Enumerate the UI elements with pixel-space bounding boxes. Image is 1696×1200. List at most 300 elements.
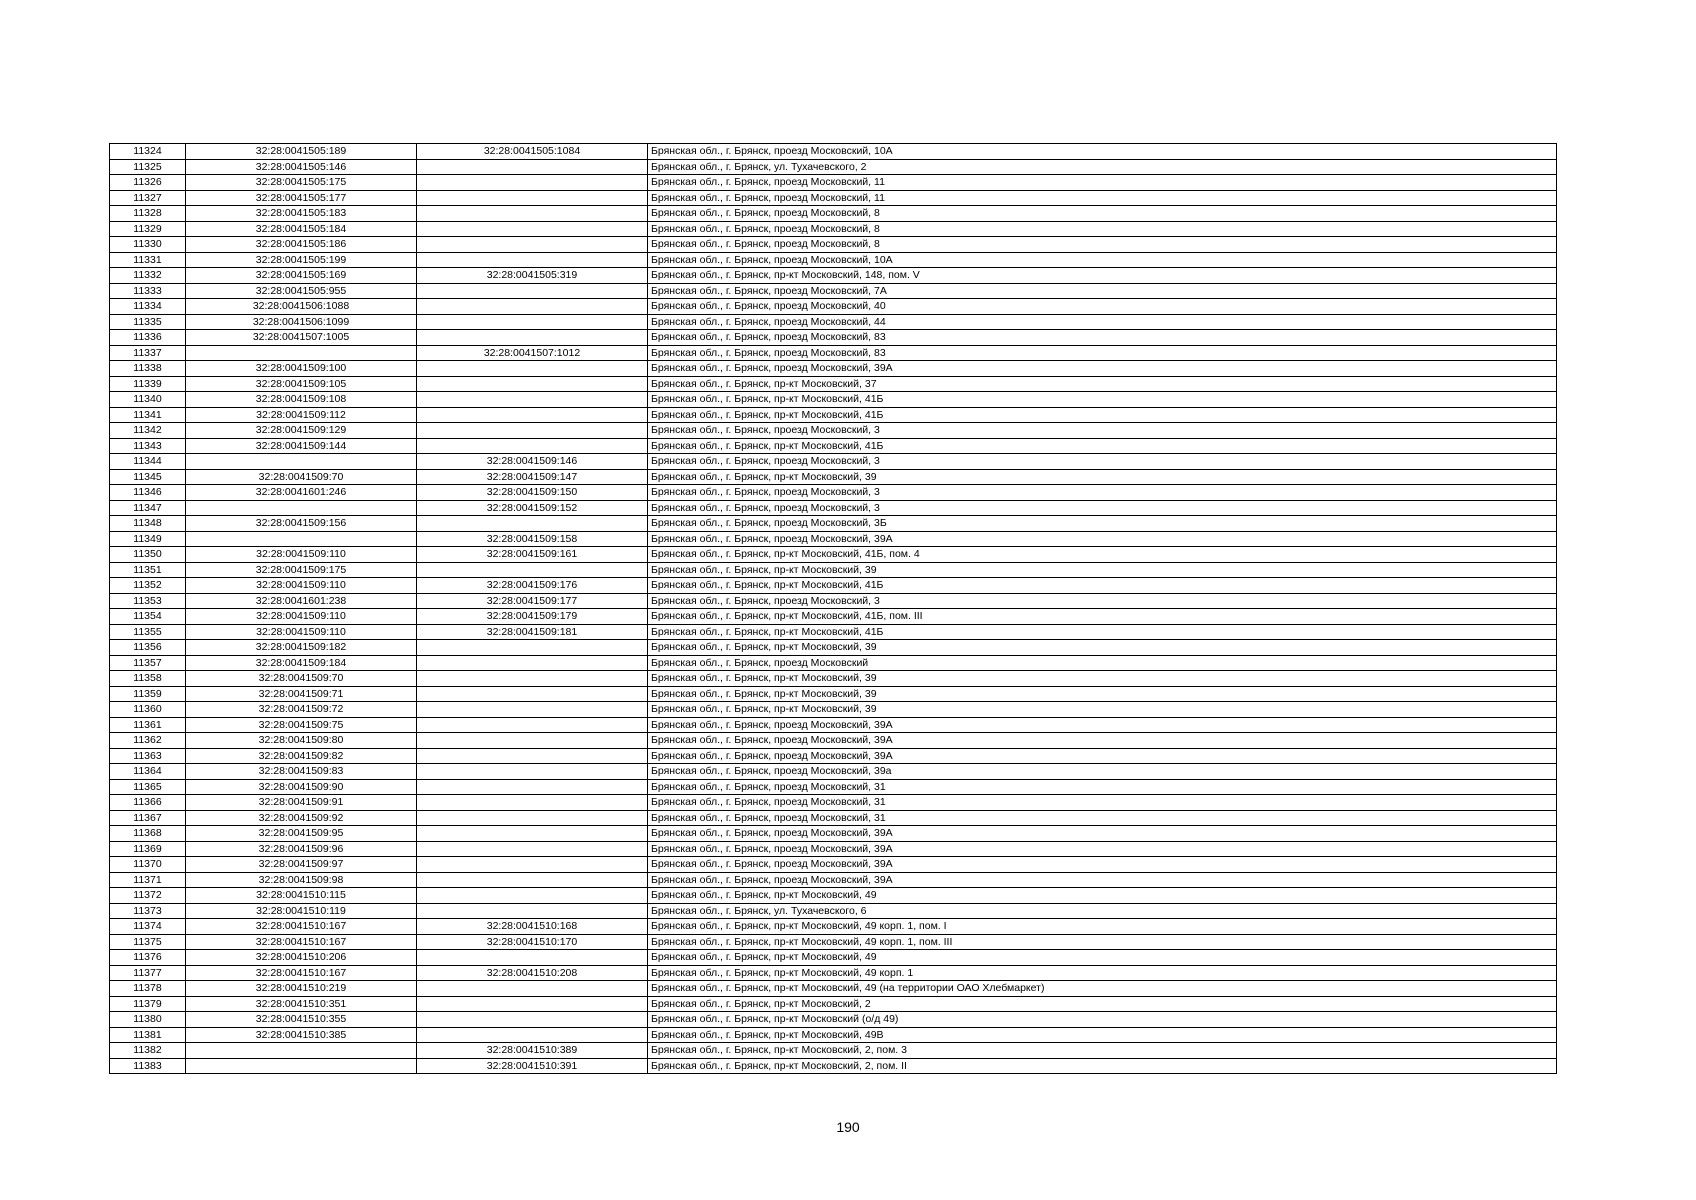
parcel-number-cell: 32:28:0041509:91	[186, 795, 417, 811]
row-number-cell: 11358	[110, 671, 186, 687]
object-number-cell: 32:28:0041505:319	[417, 268, 648, 284]
row-number-cell: 11354	[110, 609, 186, 625]
parcel-number-cell: 32:28:0041509:175	[186, 562, 417, 578]
parcel-number-cell: 32:28:0041509:184	[186, 655, 417, 671]
object-number-cell	[417, 950, 648, 966]
row-number-cell: 11376	[110, 950, 186, 966]
row-number-cell: 11328	[110, 206, 186, 222]
object-number-cell	[417, 702, 648, 718]
table-row	[110, 779, 1557, 795]
object-number-cell	[417, 826, 648, 842]
parcel-number-cell: 32:28:0041509:75	[186, 717, 417, 733]
object-number-cell	[417, 733, 648, 749]
parcel-number-cell: 32:28:0041505:955	[186, 283, 417, 299]
table-row	[110, 965, 1557, 981]
row-number-cell: 11373	[110, 903, 186, 919]
table-row	[110, 500, 1557, 516]
address-cell: Брянская обл., г. Брянск, пр-кт Московский, 49 корп. 1, пом. III	[648, 934, 1557, 950]
parcel-number-cell: 32:28:0041510:115	[186, 888, 417, 904]
parcel-number-cell: 32:28:0041509:110	[186, 578, 417, 594]
table-row	[110, 516, 1557, 532]
table-row	[110, 1058, 1557, 1074]
parcel-number-cell: 32:28:0041505:177	[186, 190, 417, 206]
address-cell: Брянская обл., г. Брянск, пр-кт Московский, 2, пом. II	[648, 1058, 1557, 1074]
address-cell: Брянская обл., г. Брянск, пр-кт Московский, 49 (на территории ОАО Хлебмаркет)	[648, 981, 1557, 997]
row-number-cell: 11383	[110, 1058, 186, 1074]
parcel-number-cell: 32:28:0041509:105	[186, 376, 417, 392]
table-row	[110, 624, 1557, 640]
parcel-number-cell: 32:28:0041509:83	[186, 764, 417, 780]
address-cell: Брянская обл., г. Брянск, пр-кт Московский, 41Б, пом. 4	[648, 547, 1557, 563]
object-number-cell	[417, 810, 648, 826]
object-number-cell: 32:28:0041507:1012	[417, 345, 648, 361]
object-number-cell	[417, 655, 648, 671]
object-number-cell	[417, 981, 648, 997]
table-row	[110, 175, 1557, 191]
object-number-cell	[417, 376, 648, 392]
address-cell: Брянская обл., г. Брянск, пр-кт Московский, 49 корп. 1	[648, 965, 1557, 981]
address-cell: Брянская обл., г. Брянск, проезд Московский, 39А	[648, 531, 1557, 547]
address-cell: Брянская обл., г. Брянск, пр-кт Московский, 41Б	[648, 392, 1557, 408]
object-number-cell	[417, 764, 648, 780]
table-row	[110, 1012, 1557, 1028]
parcel-number-cell: 32:28:0041510:206	[186, 950, 417, 966]
address-cell: Брянская обл., г. Брянск, проезд Московский, 83	[648, 345, 1557, 361]
parcel-number-cell: 32:28:0041509:92	[186, 810, 417, 826]
table-row	[110, 795, 1557, 811]
object-number-cell: 32:28:0041510:389	[417, 1043, 648, 1059]
object-number-cell	[417, 795, 648, 811]
row-number-cell: 11337	[110, 345, 186, 361]
table-row	[110, 454, 1557, 470]
table-row	[110, 748, 1557, 764]
parcel-number-cell: 32:28:0041506:1088	[186, 299, 417, 315]
table-row	[110, 841, 1557, 857]
parcel-number-cell: 32:28:0041509:95	[186, 826, 417, 842]
object-number-cell	[417, 717, 648, 733]
row-number-cell: 11372	[110, 888, 186, 904]
parcel-number-cell: 32:28:0041505:175	[186, 175, 417, 191]
address-cell: Брянская обл., г. Брянск, пр-кт Московский, 39	[648, 469, 1557, 485]
object-number-cell: 32:28:0041509:161	[417, 547, 648, 563]
table-row	[110, 206, 1557, 222]
object-number-cell	[417, 330, 648, 346]
row-number-cell: 11370	[110, 857, 186, 873]
table-row	[110, 376, 1557, 392]
table-row	[110, 392, 1557, 408]
table-row	[110, 996, 1557, 1012]
table-row	[110, 671, 1557, 687]
address-cell: Брянская обл., г. Брянск, пр-кт Московский, 39	[648, 562, 1557, 578]
parcel-number-cell: 32:28:0041509:98	[186, 872, 417, 888]
table-row	[110, 733, 1557, 749]
parcel-number-cell: 32:28:0041509:70	[186, 671, 417, 687]
table-row	[110, 950, 1557, 966]
object-number-cell: 32:28:0041509:177	[417, 593, 648, 609]
table-row	[110, 655, 1557, 671]
table-row	[110, 593, 1557, 609]
address-cell: Брянская обл., г. Брянск, проезд Московский, 11	[648, 175, 1557, 191]
parcel-number-cell: 32:28:0041506:1099	[186, 314, 417, 330]
address-cell: Брянская обл., г. Брянск, проезд Московский	[648, 655, 1557, 671]
object-number-cell	[417, 159, 648, 175]
address-cell: Брянская обл., г. Брянск, проезд Московский, 8	[648, 221, 1557, 237]
address-cell: Брянская обл., г. Брянск, проезд Московский, 39А	[648, 857, 1557, 873]
address-cell: Брянская обл., г. Брянск, проезд Московский, 3	[648, 423, 1557, 439]
parcel-number-cell: 32:28:0041505:183	[186, 206, 417, 222]
table-row	[110, 423, 1557, 439]
address-cell: Брянская обл., г. Брянск, пр-кт Московский, 41Б	[648, 407, 1557, 423]
address-cell: Брянская обл., г. Брянск, пр-кт Московский, 49	[648, 888, 1557, 904]
parcel-number-cell: 32:28:0041505:146	[186, 159, 417, 175]
table-row	[110, 221, 1557, 237]
row-number-cell: 11341	[110, 407, 186, 423]
object-number-cell	[417, 841, 648, 857]
object-number-cell	[417, 748, 648, 764]
table-row	[110, 237, 1557, 253]
row-number-cell: 11329	[110, 221, 186, 237]
object-number-cell	[417, 671, 648, 687]
table-row	[110, 159, 1557, 175]
row-number-cell: 11381	[110, 1027, 186, 1043]
address-cell: Брянская обл., г. Брянск, проезд Московский, 10А	[648, 252, 1557, 268]
address-cell: Брянская обл., г. Брянск, пр-кт Московский, 2, пом. 3	[648, 1043, 1557, 1059]
row-number-cell: 11334	[110, 299, 186, 315]
object-number-cell	[417, 423, 648, 439]
address-cell: Брянская обл., г. Брянск, ул. Тухачевского, 2	[648, 159, 1557, 175]
object-number-cell	[417, 888, 648, 904]
object-number-cell: 32:28:0041510:170	[417, 934, 648, 950]
address-cell: Брянская обл., г. Брянск, проезд Московский, 39А	[648, 872, 1557, 888]
object-number-cell	[417, 314, 648, 330]
row-number-cell: 11347	[110, 500, 186, 516]
table-row	[110, 314, 1557, 330]
object-number-cell: 32:28:0041509:150	[417, 485, 648, 501]
table-row	[110, 810, 1557, 826]
address-cell: Брянская обл., г. Брянск, проезд Московский, 31	[648, 810, 1557, 826]
row-number-cell: 11364	[110, 764, 186, 780]
address-cell: Брянская обл., г. Брянск, пр-кт Московский, 49	[648, 950, 1557, 966]
address-cell: Брянская обл., г. Брянск, пр-кт Московский, 39	[648, 702, 1557, 718]
address-cell: Брянская обл., г. Брянск, проезд Московский, 7А	[648, 283, 1557, 299]
table-row	[110, 361, 1557, 377]
table-row	[110, 764, 1557, 780]
parcel-number-cell	[186, 454, 417, 470]
table-row	[110, 934, 1557, 950]
row-number-cell: 11352	[110, 578, 186, 594]
table-row	[110, 686, 1557, 702]
parcel-number-cell: 32:28:0041509:182	[186, 640, 417, 656]
parcel-number-cell: 32:28:0041510:167	[186, 965, 417, 981]
parcel-number-cell: 32:28:0041509:71	[186, 686, 417, 702]
table-row	[110, 283, 1557, 299]
object-number-cell	[417, 640, 648, 656]
row-number-cell: 11344	[110, 454, 186, 470]
object-number-cell	[417, 903, 648, 919]
parcel-number-cell: 32:28:0041601:238	[186, 593, 417, 609]
row-number-cell: 11359	[110, 686, 186, 702]
object-number-cell	[417, 1012, 648, 1028]
parcel-number-cell	[186, 345, 417, 361]
object-number-cell	[417, 190, 648, 206]
object-number-cell	[417, 252, 648, 268]
address-cell: Брянская обл., г. Брянск, пр-кт Московский, 2	[648, 996, 1557, 1012]
address-cell: Брянская обл., г. Брянск, проезд Московский, 39А	[648, 733, 1557, 749]
parcel-number-cell	[186, 500, 417, 516]
parcel-number-cell: 32:28:0041510:167	[186, 919, 417, 935]
object-number-cell: 32:28:0041509:158	[417, 531, 648, 547]
parcel-number-cell: 32:28:0041505:199	[186, 252, 417, 268]
parcel-number-cell	[186, 1043, 417, 1059]
table-body	[110, 144, 1557, 1074]
table-row	[110, 702, 1557, 718]
table-row	[110, 345, 1557, 361]
row-number-cell: 11348	[110, 516, 186, 532]
table-row	[110, 609, 1557, 625]
object-number-cell	[417, 779, 648, 795]
table-row	[110, 299, 1557, 315]
table-row	[110, 640, 1557, 656]
row-number-cell: 11368	[110, 826, 186, 842]
address-cell: Брянская обл., г. Брянск, пр-кт Московский, 41Б	[648, 624, 1557, 640]
row-number-cell: 11380	[110, 1012, 186, 1028]
parcel-number-cell: 32:28:0041505:186	[186, 237, 417, 253]
row-number-cell: 11367	[110, 810, 186, 826]
table-row	[110, 252, 1557, 268]
table-row	[110, 1043, 1557, 1059]
parcel-number-cell: 32:28:0041509:100	[186, 361, 417, 377]
object-number-cell: 32:28:0041505:1084	[417, 144, 648, 160]
object-number-cell	[417, 438, 648, 454]
address-cell: Брянская обл., г. Брянск, проезд Московский, 39А	[648, 361, 1557, 377]
address-cell: Брянская обл., г. Брянск, проезд Московский, 39А	[648, 717, 1557, 733]
row-number-cell: 11356	[110, 640, 186, 656]
parcel-number-cell: 32:28:0041509:72	[186, 702, 417, 718]
row-number-cell: 11353	[110, 593, 186, 609]
address-cell: Брянская обл., г. Брянск, проезд Московский, 39А	[648, 841, 1557, 857]
table-row	[110, 469, 1557, 485]
row-number-cell: 11326	[110, 175, 186, 191]
row-number-cell: 11371	[110, 872, 186, 888]
cadastral-table	[109, 143, 1557, 1074]
row-number-cell: 11362	[110, 733, 186, 749]
table-row	[110, 826, 1557, 842]
address-cell: Брянская обл., г. Брянск, проезд Московский, 3	[648, 485, 1557, 501]
address-cell: Брянская обл., г. Брянск, пр-кт Московский (о/д 49)	[648, 1012, 1557, 1028]
object-number-cell: 32:28:0041509:176	[417, 578, 648, 594]
object-number-cell: 32:28:0041510:391	[417, 1058, 648, 1074]
object-number-cell	[417, 299, 648, 315]
parcel-number-cell: 32:28:0041509:70	[186, 469, 417, 485]
row-number-cell: 11375	[110, 934, 186, 950]
parcel-number-cell	[186, 531, 417, 547]
address-cell: Брянская обл., г. Брянск, проезд Московский, 39А	[648, 826, 1557, 842]
row-number-cell: 11325	[110, 159, 186, 175]
row-number-cell: 11357	[110, 655, 186, 671]
row-number-cell: 11333	[110, 283, 186, 299]
row-number-cell: 11346	[110, 485, 186, 501]
table-row	[110, 485, 1557, 501]
parcel-number-cell: 32:28:0041509:96	[186, 841, 417, 857]
address-cell: Брянская обл., г. Брянск, проезд Московский, 44	[648, 314, 1557, 330]
row-number-cell: 11339	[110, 376, 186, 392]
address-cell: Брянская обл., г. Брянск, проезд Московский, 10А	[648, 144, 1557, 160]
address-cell: Брянская обл., г. Брянск, пр-кт Московский, 37	[648, 376, 1557, 392]
parcel-number-cell: 32:28:0041509:108	[186, 392, 417, 408]
object-number-cell: 32:28:0041509:181	[417, 624, 648, 640]
table-row	[110, 1027, 1557, 1043]
row-number-cell: 11349	[110, 531, 186, 547]
object-number-cell: 32:28:0041510:208	[417, 965, 648, 981]
table-row	[110, 438, 1557, 454]
table-row	[110, 190, 1557, 206]
object-number-cell	[417, 407, 648, 423]
object-number-cell	[417, 221, 648, 237]
table-row	[110, 578, 1557, 594]
row-number-cell: 11365	[110, 779, 186, 795]
object-number-cell	[417, 361, 648, 377]
page-number: 190	[836, 1119, 860, 1135]
object-number-cell: 32:28:0041509:147	[417, 469, 648, 485]
table-row	[110, 330, 1557, 346]
table-row	[110, 981, 1557, 997]
row-number-cell: 11350	[110, 547, 186, 563]
parcel-number-cell: 32:28:0041505:169	[186, 268, 417, 284]
parcel-number-cell: 32:28:0041509:156	[186, 516, 417, 532]
row-number-cell: 11378	[110, 981, 186, 997]
address-cell: Брянская обл., г. Брянск, пр-кт Московский, 41Б	[648, 438, 1557, 454]
object-number-cell: 32:28:0041509:152	[417, 500, 648, 516]
parcel-number-cell: 32:28:0041509:82	[186, 748, 417, 764]
row-number-cell: 11355	[110, 624, 186, 640]
row-number-cell: 11332	[110, 268, 186, 284]
row-number-cell: 11338	[110, 361, 186, 377]
address-cell: Брянская обл., г. Брянск, проезд Московский, 31	[648, 795, 1557, 811]
table-row	[110, 562, 1557, 578]
address-cell: Брянская обл., г. Брянск, пр-кт Московский, 39	[648, 671, 1557, 687]
object-number-cell	[417, 562, 648, 578]
row-number-cell: 11345	[110, 469, 186, 485]
address-cell: Брянская обл., г. Брянск, проезд Московский, 40	[648, 299, 1557, 315]
parcel-number-cell: 32:28:0041509:97	[186, 857, 417, 873]
parcel-number-cell: 32:28:0041509:90	[186, 779, 417, 795]
address-cell: Брянская обл., г. Брянск, проезд Московский, 39А	[648, 748, 1557, 764]
row-number-cell: 11382	[110, 1043, 186, 1059]
address-cell: Брянская обл., г. Брянск, пр-кт Московский, 39	[648, 640, 1557, 656]
object-number-cell	[417, 857, 648, 873]
table-row	[110, 268, 1557, 284]
parcel-number-cell: 32:28:0041510:167	[186, 934, 417, 950]
address-cell: Брянская обл., г. Брянск, проезд Московский, 31	[648, 779, 1557, 795]
object-number-cell	[417, 996, 648, 1012]
parcel-number-cell: 32:28:0041509:110	[186, 624, 417, 640]
address-cell: Брянская обл., г. Брянск, пр-кт Московский, 41Б	[648, 578, 1557, 594]
row-number-cell: 11379	[110, 996, 186, 1012]
table-row	[110, 547, 1557, 563]
parcel-number-cell: 32:28:0041509:80	[186, 733, 417, 749]
object-number-cell	[417, 1027, 648, 1043]
address-cell: Брянская обл., г. Брянск, пр-кт Московский, 39	[648, 686, 1557, 702]
row-number-cell: 11351	[110, 562, 186, 578]
parcel-number-cell: 32:28:0041507:1005	[186, 330, 417, 346]
row-number-cell: 11360	[110, 702, 186, 718]
parcel-number-cell: 32:28:0041510:355	[186, 1012, 417, 1028]
row-number-cell: 11366	[110, 795, 186, 811]
row-number-cell: 11324	[110, 144, 186, 160]
object-number-cell	[417, 516, 648, 532]
table-row	[110, 872, 1557, 888]
address-cell: Брянская обл., г. Брянск, пр-кт Московский, 49В	[648, 1027, 1557, 1043]
address-cell: Брянская обл., г. Брянск, пр-кт Московский, 49 корп. 1, пом. I	[648, 919, 1557, 935]
row-number-cell: 11330	[110, 237, 186, 253]
address-cell: Брянская обл., г. Брянск, проезд Московский, 3Б	[648, 516, 1557, 532]
object-number-cell	[417, 175, 648, 191]
table-row	[110, 857, 1557, 873]
address-cell: Брянская обл., г. Брянск, проезд Московский, 83	[648, 330, 1557, 346]
object-number-cell: 32:28:0041509:179	[417, 609, 648, 625]
row-number-cell: 11336	[110, 330, 186, 346]
row-number-cell: 11327	[110, 190, 186, 206]
address-cell: Брянская обл., г. Брянск, ул. Тухачевского, 6	[648, 903, 1557, 919]
parcel-number-cell: 32:28:0041505:189	[186, 144, 417, 160]
row-number-cell: 11335	[110, 314, 186, 330]
parcel-number-cell: 32:28:0041510:119	[186, 903, 417, 919]
parcel-number-cell: 32:28:0041509:110	[186, 609, 417, 625]
table-row	[110, 903, 1557, 919]
address-cell: Брянская обл., г. Брянск, проезд Московский, 8	[648, 237, 1557, 253]
parcel-number-cell: 32:28:0041509:112	[186, 407, 417, 423]
row-number-cell: 11374	[110, 919, 186, 935]
parcel-number-cell	[186, 1058, 417, 1074]
table-row	[110, 144, 1557, 160]
row-number-cell: 11369	[110, 841, 186, 857]
row-number-cell: 11342	[110, 423, 186, 439]
address-cell: Брянская обл., г. Брянск, проезд Московский, 3	[648, 454, 1557, 470]
address-cell: Брянская обл., г. Брянск, проезд Московский, 39а	[648, 764, 1557, 780]
address-cell: Брянская обл., г. Брянск, проезд Московский, 8	[648, 206, 1557, 222]
table-row	[110, 531, 1557, 547]
object-number-cell	[417, 237, 648, 253]
table-row	[110, 717, 1557, 733]
row-number-cell: 11331	[110, 252, 186, 268]
table-row	[110, 919, 1557, 935]
parcel-number-cell: 32:28:0041510:385	[186, 1027, 417, 1043]
object-number-cell	[417, 392, 648, 408]
parcel-number-cell: 32:28:0041509:110	[186, 547, 417, 563]
row-number-cell: 11361	[110, 717, 186, 733]
row-number-cell: 11363	[110, 748, 186, 764]
address-cell: Брянская обл., г. Брянск, проезд Московский, 3	[648, 593, 1557, 609]
parcel-number-cell: 32:28:0041510:351	[186, 996, 417, 1012]
object-number-cell	[417, 206, 648, 222]
address-cell: Брянская обл., г. Брянск, пр-кт Московский, 148, пом. V	[648, 268, 1557, 284]
parcel-number-cell: 32:28:0041510:219	[186, 981, 417, 997]
object-number-cell	[417, 283, 648, 299]
object-number-cell: 32:28:0041510:168	[417, 919, 648, 935]
row-number-cell: 11340	[110, 392, 186, 408]
object-number-cell	[417, 872, 648, 888]
parcel-number-cell: 32:28:0041505:184	[186, 221, 417, 237]
row-number-cell: 11343	[110, 438, 186, 454]
table-row	[110, 888, 1557, 904]
object-number-cell	[417, 686, 648, 702]
parcel-number-cell: 32:28:0041601:246	[186, 485, 417, 501]
address-cell: Брянская обл., г. Брянск, проезд Московский, 11	[648, 190, 1557, 206]
table-row	[110, 407, 1557, 423]
row-number-cell: 11377	[110, 965, 186, 981]
address-cell: Брянская обл., г. Брянск, пр-кт Московский, 41Б, пом. III	[648, 609, 1557, 625]
address-cell: Брянская обл., г. Брянск, проезд Московский, 3	[648, 500, 1557, 516]
